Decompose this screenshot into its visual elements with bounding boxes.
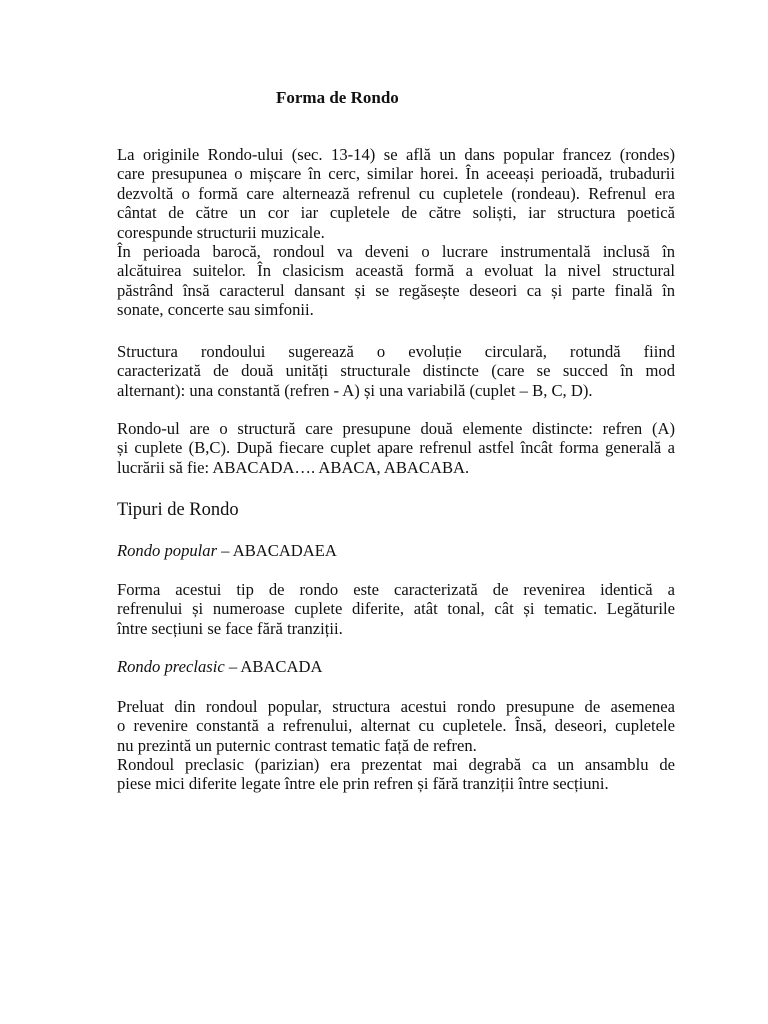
text-line: refrenului și numeroase cuplete diferite, atât tonal, cât și tematic. Legăturile xyxy=(117,599,675,619)
text-line: cântat de către un cor iar cupletele de către soliști, iar structura poetică xyxy=(117,203,675,223)
text-line: lucrării să fie: ABACADA…. ABACA, ABACABA. xyxy=(117,457,470,477)
text-line: Structura rondoului sugerează o evoluție circulară, rotundă fiind xyxy=(117,342,675,361)
text-line: caracterizată de două unități structurale distincte (care se succed în mod xyxy=(117,361,675,381)
text-line: o revenire constantă a refrenului, alternat cu cupletele. Însă, deseori, cupletele xyxy=(117,716,675,736)
text-line: alcătuirea suitelor. În clasicism această formă a evoluat la nivel structural xyxy=(117,261,675,281)
text-line: Preluat din rondoul popular, structura acestui rondo presupune de asemenea xyxy=(117,697,675,716)
paragraph-baroque xyxy=(117,242,675,320)
subheading-name: Rondo preclasic xyxy=(117,657,225,676)
text-line: și cuplete (B,C). După fiecare cuplet apare refrenul astfel încât forma generală a xyxy=(117,438,675,458)
text-line: La originile Rondo-ului (sec. 13-14) se află un dans popular francez (rondes) xyxy=(117,145,675,164)
paragraph-origins xyxy=(117,145,675,242)
text-line: păstrând însă caracterul dansant și se regăsește deseori ca și parte finală în xyxy=(117,280,675,300)
text-line: dezvoltă o formă care alternează refrenul cu cupletele (rondeau). Refrenul era xyxy=(117,183,675,203)
subheading-rondo-popular xyxy=(117,541,337,561)
section-heading: Tipuri de Rondo xyxy=(117,500,239,520)
text-line: piese mici diferite legate între ele prin refren și fără tranziții între secțiuni. xyxy=(117,774,609,794)
subheading-separator: – xyxy=(217,541,233,560)
text-line: Rondoul preclasic (parizian) era prezentat mai degrabă ca un ansamblu de xyxy=(117,755,675,774)
paragraph-rondo-elements xyxy=(117,419,675,477)
document-title: Forma de Rondo xyxy=(276,88,399,107)
text-line: care presupunea o mișcare în cerc, similar horei. În aceeași perioadă, trubadurii xyxy=(117,164,675,184)
text-line: sonate, concerte sau simfonii. xyxy=(117,300,314,320)
subheading-rondo-preclasic xyxy=(117,657,322,677)
subheading-scheme: ABACADAEA xyxy=(232,541,337,560)
text-line: alternant): una constantă (refren - A) și una variabilă (cuplet – B, C, D). xyxy=(117,380,593,400)
text-line: Forma acestui tip de rondo este caracterizată de revenirea identică a xyxy=(117,580,675,599)
paragraph-popular xyxy=(117,580,675,638)
paragraph-preclasic-1 xyxy=(117,697,675,755)
text-line: nu prezintă un puternic contrast tematic față de refren. xyxy=(117,735,477,755)
paragraph-preclasic-2 xyxy=(117,755,675,794)
text-line: între secțiuni se face fără tranziții. xyxy=(117,618,343,638)
text-line: corespunde structurii muzicale. xyxy=(117,222,325,242)
text-line: În perioada barocă, rondoul va deveni o lucrare instrumentală inclusă în xyxy=(117,242,675,261)
subheading-name: Rondo popular xyxy=(117,541,218,560)
subheading-separator: – xyxy=(224,657,241,676)
text-line: Rondo-ul are o structură care presupune două elemente distincte: refren (A) xyxy=(117,419,675,438)
subheading-scheme: ABACADA xyxy=(240,657,323,676)
paragraph-structure xyxy=(117,342,675,400)
